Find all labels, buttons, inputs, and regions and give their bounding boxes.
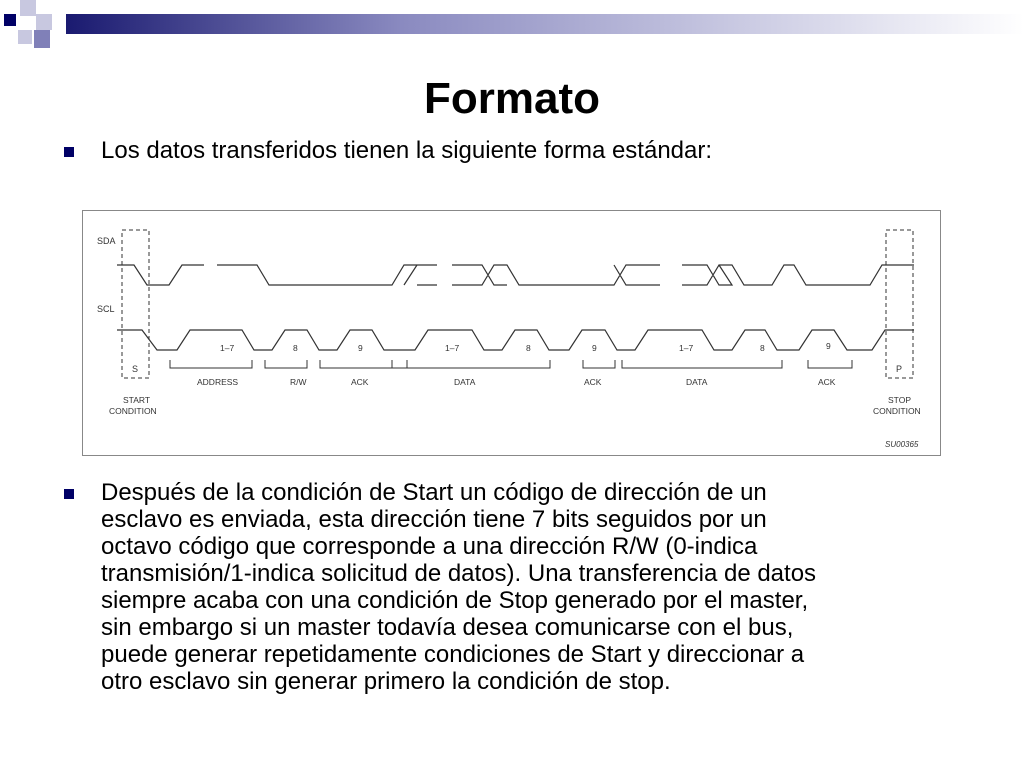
figure-code: SU00365 [885, 440, 919, 449]
text-line: otro esclavo sin generar primero la condición de stop. [101, 668, 671, 695]
group-label-address: ADDRESS [197, 377, 239, 387]
header-decoration [0, 0, 1024, 60]
sda-label: SDA [97, 236, 116, 246]
group-label-ack: ACK [584, 377, 602, 387]
start-condition-label: CONDITION [109, 406, 157, 416]
stop-condition-label: STOP [888, 395, 911, 405]
text-line: sin embargo si un master todavía desea comunicarse con el bus, [101, 614, 794, 641]
stop-condition-label: CONDITION [873, 406, 921, 416]
pulse-label: 9 [826, 341, 831, 351]
scl-label: SCL [97, 304, 115, 314]
group-label-ack: ACK [818, 377, 836, 387]
pulse-label: 1–7 [679, 343, 694, 353]
text-line: puede generar repetidamente condiciones de Start y direccionar a [101, 641, 805, 668]
pulse-label: 9 [358, 343, 363, 353]
text-line: siempre acaba con una condición de Stop generado por el master, [101, 587, 809, 614]
slide-title: Formato [424, 74, 600, 123]
bullet-text-intro: Los datos transferidos tienen la siguiente forma estándar: [101, 137, 713, 164]
pulse-label: 8 [526, 343, 531, 353]
text-line: octavo código que corresponde a una dirección R/W (0-indica [101, 533, 758, 560]
start-condition-label: START [123, 395, 151, 405]
bullet-text-description [101, 479, 971, 695]
text-line: Después de la condición de Start un código de dirección de un [101, 479, 767, 506]
group-label-ack: ACK [351, 377, 369, 387]
pulse-label: 8 [293, 343, 298, 353]
text-line: transmisión/1-indica solicitud de datos). Una transferencia de datos [101, 560, 817, 587]
bullet-square-icon [64, 489, 74, 499]
bullet-square-icon [64, 147, 74, 157]
stop-marker: P [896, 364, 903, 374]
pulse-label: 9 [592, 343, 597, 353]
group-label-rw: R/W [290, 377, 307, 387]
group-label-data: DATA [686, 377, 708, 387]
group-label-data: DATA [454, 377, 476, 387]
pulse-label: 1–7 [220, 343, 235, 353]
i2c-timing-diagram [82, 210, 941, 456]
pulse-label: 1–7 [445, 343, 460, 353]
text-line: esclavo es enviada, esta dirección tiene 7 bits seguidos por un [101, 506, 767, 533]
start-marker: S [132, 364, 139, 374]
pulse-label: 8 [760, 343, 765, 353]
